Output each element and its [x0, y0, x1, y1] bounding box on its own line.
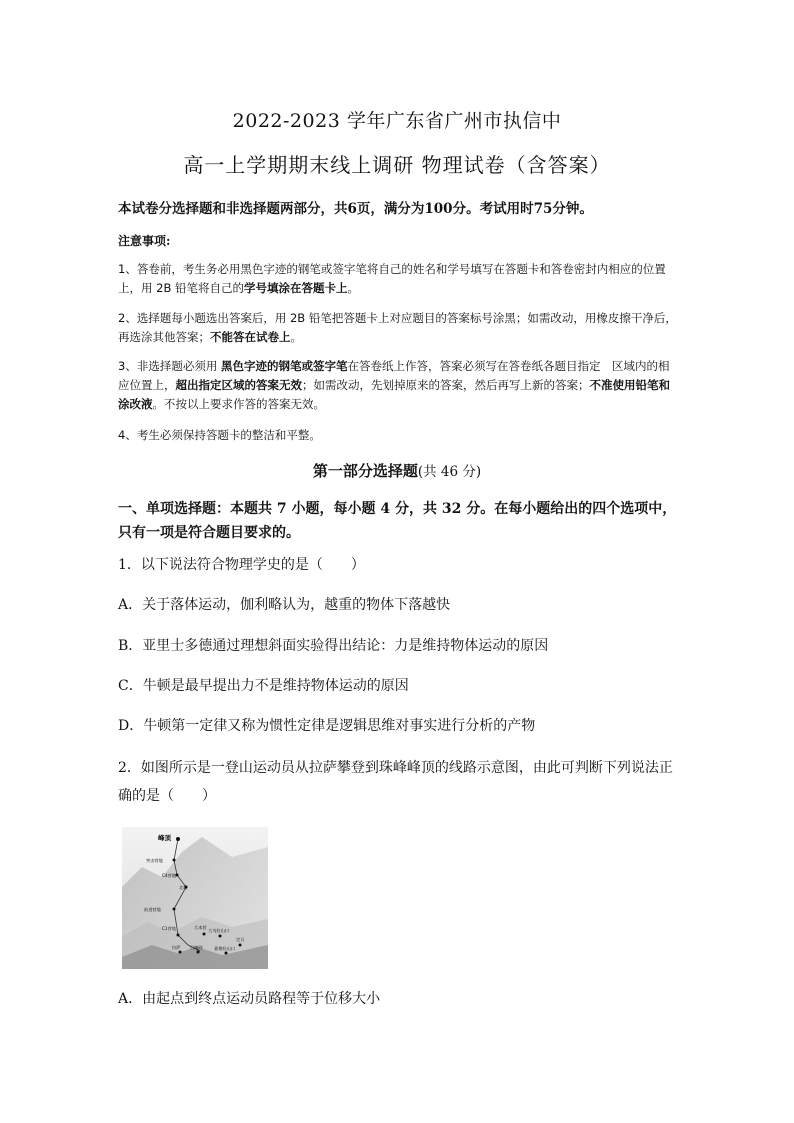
label-shigatse: 日喀则	[190, 945, 203, 950]
exam-intro: 本试卷分选择题和非选择题两部分，共6页，满分为100分。考试用时75分钟。	[118, 201, 593, 217]
question-1-stem: 1．以下说法符合物理学史的是（ ）	[118, 557, 365, 573]
question-1-option-d: D．牛顿第一定律又称为惯性定律是逻辑思维对事实进行分析的产物	[118, 718, 536, 734]
label-base: 大本营	[194, 925, 207, 930]
label-lhasa: 拉萨	[172, 945, 181, 950]
notice-item-4: 4、考生必须保持答题卡的整洁和平整。	[118, 428, 321, 442]
label-advance: 前进营地	[144, 907, 161, 912]
section-title: 第一部分选择题	[312, 462, 418, 480]
question-2-option-a: A．由起点到终点运动员路程等于位移大小	[118, 991, 381, 1007]
notice-item-3-text-c: ；如需改动，先划掉原来的答案，然后再写上新的答案；	[302, 378, 590, 392]
part-instructions	[118, 497, 678, 545]
notice-item-1-bold: 学号填涂在答题卡上	[244, 281, 348, 295]
section-heading	[0, 460, 794, 481]
notice-item-3-text-a: 3、非选择题必须用	[118, 359, 221, 373]
question-1-option-a: A．关于落体运动，伽利略认为，越重的物体下落越快	[118, 597, 451, 613]
question-2-stem	[118, 754, 678, 810]
label-camp-1: 突击营地	[146, 858, 163, 863]
notice-item-2-text: 2、选择题每小题选出答案后，用 2B 铅笔把答题卡上对应题目的答案标号涂黑；如需改动，用橡皮擦干净后，再选涂其他答案；	[118, 311, 677, 344]
climbing-route-map	[122, 827, 268, 969]
notice-item-2-bold: 不能答在试卷上	[210, 330, 291, 344]
notice-item-2	[118, 309, 678, 347]
question-1-option-b: B．亚里士多德通过理想斜面实验得出结论：力是维持物体运动的原因	[118, 638, 549, 654]
label-pass-2: 嘉措拉山口	[214, 946, 235, 951]
section-subtitle: (共 46 分)	[417, 464, 482, 480]
label-col: 北坳	[179, 885, 188, 890]
label-camp-2: C4营地	[162, 873, 176, 878]
title-line-2: 高一上学期期末线上调研 物理试卷（含答案）	[183, 153, 611, 177]
notice-item-3-bold-c: 不准使用铅笔和涂改液	[118, 378, 670, 411]
notice-item-2-end: 。	[290, 330, 302, 344]
part-line-2: 只有一项是符合题目要求的。	[118, 525, 300, 541]
notice-item-1	[118, 260, 678, 298]
pass-1-marker	[219, 935, 222, 938]
base-marker	[203, 933, 206, 936]
summit-marker	[176, 837, 180, 841]
notice-item-3-text-d: 。不按以上要求作答的答案无效。	[152, 397, 325, 411]
part-line-1: 一、单项选择题：本题共 7 小题，每小题 4 分，共 32 分。在每小题给出的四个选项中，	[118, 501, 677, 517]
notice-item-1-text: 1、答卷前，考生务必用黑色字迹的钢笔或签字笔将自己的姓名和学号填写在答题卡和答卷密封内相应的位置上，用 2B 铅笔将自己的	[118, 262, 666, 295]
title-line-1: 2022-2023 学年广东省广州市执信中	[232, 110, 562, 132]
label-summit: 峰顶	[158, 834, 171, 842]
camp-marker-1	[173, 859, 176, 862]
notice-item-3-text-b: 在答卷纸上作答，答案必须写在答卷纸各题目指定 区域内的相应位置上，	[118, 359, 670, 392]
label-c1: C1营地	[162, 926, 176, 931]
lhasa-marker	[179, 951, 182, 954]
question-1-option-c: C．牛顿是最早提出力不是维持物体运动的原因	[118, 678, 409, 694]
notice-item-3-bold-b: 超出指定区域的答案无效	[175, 378, 302, 392]
notice-item-3-bold-a: 黑色字迹的钢笔或签字笔	[220, 359, 348, 373]
question-2-line-2: 确的是（ ）	[118, 788, 216, 804]
pass-2-marker	[225, 952, 228, 955]
question-2-line-1: 2．如图所示是一登山运动员从拉萨攀登到珠峰峰顶的线路示意图，由此可判断下列说法正	[118, 760, 673, 776]
notice-item-1-end: 。	[347, 281, 360, 295]
notice-item-3	[118, 357, 678, 414]
advance-marker	[173, 908, 176, 911]
shigatse-marker	[197, 951, 200, 954]
c1-marker	[177, 934, 180, 937]
notice-title: 注意事项:	[118, 234, 171, 248]
label-pass-1: 大乌拉山口	[208, 928, 229, 933]
dingri-marker	[239, 944, 242, 947]
label-dingri: 定日	[236, 937, 245, 942]
